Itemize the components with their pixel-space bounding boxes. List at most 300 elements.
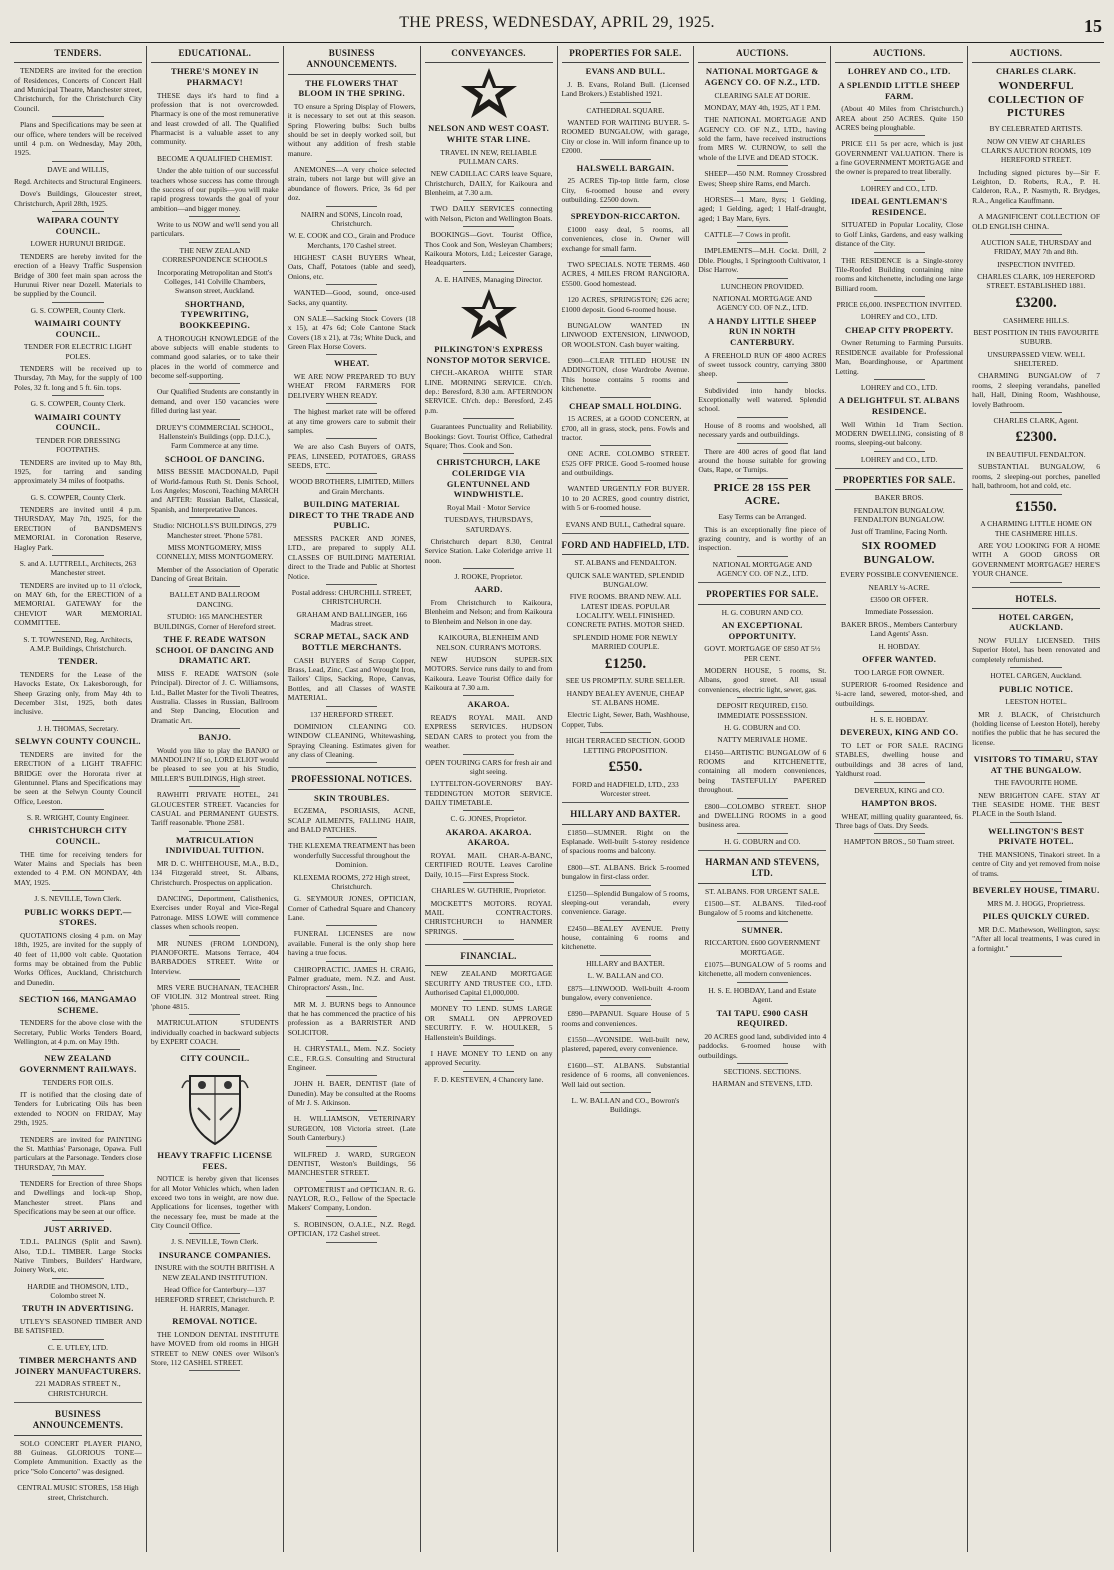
ad-line-centered: HIGH TERRACED SECTION. GOOD LETTING PROPOSITION. bbox=[565, 736, 685, 755]
ad-line-centered: J. ROOKE, Proprietor. bbox=[454, 572, 523, 581]
ad-title: NATIONAL MORTGAGE & AGENCY CO. OF N.Z., LTD. bbox=[704, 66, 821, 87]
ad-block bbox=[698, 66, 826, 87]
ad-block bbox=[562, 676, 690, 685]
ad-block bbox=[698, 748, 826, 799]
ad-separator bbox=[189, 517, 240, 518]
ad-block bbox=[835, 583, 963, 592]
ad-separator bbox=[874, 296, 925, 297]
ad-line-centered: NEARLY ¼-ACRE. bbox=[868, 582, 930, 592]
ad-block bbox=[151, 939, 279, 981]
ad-block bbox=[288, 231, 416, 250]
ad-block bbox=[972, 260, 1100, 269]
ad-separator bbox=[189, 786, 240, 787]
ad-text: Under the able tuition of our successful teachers whose success has come through the success of our pupils—you will make rapid progress towards the goal of your ambition—and bigger money. bbox=[150, 166, 279, 213]
ad-separator bbox=[874, 711, 925, 712]
ad-title: NELSON AND WEST COAST. WHITE STAR LINE. bbox=[428, 123, 550, 144]
ad-line-centered: J. S. NEVILLE, Town Clerk. bbox=[34, 894, 122, 904]
ad-line-centered: 137 HEREFORD STREET. bbox=[309, 709, 394, 719]
ad-block bbox=[835, 312, 963, 321]
ad-block bbox=[288, 477, 416, 496]
ad-block bbox=[698, 1032, 826, 1064]
ad-separator bbox=[463, 200, 514, 201]
ad-block bbox=[835, 798, 963, 809]
ad-block bbox=[14, 306, 142, 315]
ad-block bbox=[698, 282, 826, 291]
ad-separator bbox=[737, 798, 788, 799]
ad-separator bbox=[1010, 234, 1061, 235]
ad-block bbox=[14, 1090, 142, 1132]
ad-text: We are also Cash Buyers of OATS, PEAS, LINSEED, POTATOES, GRASS SEEDS, ETC. bbox=[287, 442, 416, 470]
ad-title: JUST ARRIVED. bbox=[43, 1223, 112, 1234]
ad-block bbox=[151, 299, 279, 331]
ad-separator bbox=[326, 1040, 377, 1041]
ad-separator bbox=[737, 982, 788, 983]
ad-block bbox=[14, 493, 142, 502]
ad-block bbox=[835, 786, 963, 795]
ad-text: Electric Light, Sewer, Bath, Washhouse, Copper, Tubs. bbox=[561, 710, 690, 729]
ad-text: THE NATIONAL MORTGAGE AND AGENCY CO. OF N.Z., LTD., having sold the farm, have received instructions from MRS W. CURNOW, to sell the whole of the LIVE and DEAD STOCK. bbox=[698, 115, 827, 162]
ad-text: TENDERS are invited up to 11 o'clock, on MAY 6th, for the ERECTION of a MEMORIAL GATEWAY for the CHEVIOT WAR MEMORIAL COMMITTEE. bbox=[14, 580, 142, 628]
ad-text: £800—ST. ALBANS. Brick 5-roomed bungalow in first-class order. bbox=[561, 862, 690, 882]
ad-separator bbox=[600, 352, 651, 353]
ad-line-centered: DRUEY'S COMMERCIAL SCHOOL, Hallenstein's Buildings (opp. D.I.C.), Farm Commerce at any time. bbox=[156, 422, 274, 451]
ad-text: H. WILLIAMSON, VETERINARY SURGEON, 108 Victoria street. (Late South Canterbury.) bbox=[287, 1114, 416, 1143]
ad-block bbox=[562, 225, 690, 257]
section-heading: HARMAN AND STEVENS, LTD. bbox=[698, 855, 826, 884]
ad-line-centered: Postal address: CHURCHILL STREET, CHRISTCHURCH. bbox=[291, 587, 412, 607]
ad-separator bbox=[52, 1220, 103, 1221]
ad-block bbox=[425, 422, 553, 454]
section-divider bbox=[562, 533, 690, 534]
ad-block bbox=[562, 971, 690, 980]
ad-line-centered: BY CELEBRATED ARTISTS. bbox=[989, 124, 1083, 134]
ad-line-centered: HANDY BEALEY AVENUE, CHEAP ST. ALBANS HOME. bbox=[566, 688, 685, 707]
ad-block bbox=[972, 316, 1100, 325]
ad-text: H. CHRYSTALL, Mem. N.Z. Society C.E., F.R.G.S. Consulting and Structural Engineer. bbox=[287, 1044, 416, 1072]
ad-block bbox=[835, 668, 963, 677]
ad-text: QUOTATIONS closing 4 p.m. on May 18th, 1925, are invited for the supply of 40 feet of 11,000 volt cable. Quotation forms may be obtained from the Public Works Offices, Auckland, Christchurch and Dunedin. bbox=[14, 930, 142, 987]
ad-block bbox=[151, 91, 279, 151]
ad-block bbox=[835, 607, 963, 616]
ad-block bbox=[835, 325, 963, 336]
ad-line-centered: H. HOBDAY. bbox=[878, 641, 920, 651]
ad-separator bbox=[326, 584, 377, 585]
ad-block bbox=[425, 758, 553, 777]
section-heading: FORD AND HADFIELD, LTD. bbox=[562, 538, 690, 555]
ad-block bbox=[562, 863, 690, 886]
ad-block bbox=[151, 1316, 279, 1327]
ad-separator bbox=[874, 180, 925, 181]
ad-title: PILES QUICKLY CURED. bbox=[982, 911, 1090, 922]
ad-separator bbox=[463, 226, 514, 227]
ad-block bbox=[698, 960, 826, 983]
ad-text: MODERN HOUSE, 5 rooms, St. Albans, good street. All usual conveniences, electric light, sewer, gas. bbox=[698, 666, 827, 694]
ad-title: SUMNER. bbox=[741, 924, 783, 935]
ad-separator bbox=[737, 697, 788, 698]
ad-text: TENDERS for the above close with the Secretary, Public Works Tenders Board, Wellington, at 4 p.m. on May 19th. bbox=[14, 1018, 142, 1046]
ad-separator bbox=[52, 990, 103, 991]
ad-block bbox=[562, 356, 690, 398]
ad-block bbox=[562, 633, 690, 652]
ad-block bbox=[835, 395, 963, 416]
ad-block bbox=[151, 423, 279, 451]
ad-block bbox=[698, 701, 826, 720]
ad-text: MATRICULATION STUDENTS individually coached in backward subjects by EXPERT COACH. bbox=[150, 1018, 279, 1046]
ad-block bbox=[151, 746, 279, 788]
ad-block bbox=[972, 826, 1100, 847]
ad-text: MOCKETT'S MOTORS. ROYAL MAIL CONTRACTORS. CHRISTCHURCH to HANMER SPRINGS. bbox=[424, 898, 553, 936]
ad-line-centered: STUDIO: 165 MANCHESTER BUILDINGS, Corner of Hereford street. bbox=[153, 612, 276, 631]
ad-block bbox=[151, 1237, 279, 1246]
ad-line-centered: H. G. COBURN and CO. bbox=[724, 836, 801, 846]
ad-separator bbox=[737, 191, 788, 192]
ad-block bbox=[14, 318, 142, 339]
ad-separator bbox=[463, 568, 514, 569]
ad-block bbox=[425, 287, 553, 341]
ad-block bbox=[14, 364, 142, 396]
ad-block bbox=[562, 828, 690, 860]
ad-block bbox=[562, 211, 690, 222]
ad-text: Our Qualified Students are constantly in demand, and over 150 vacancies were filled during last year. bbox=[150, 387, 279, 416]
ad-block bbox=[562, 889, 690, 921]
ad-separator bbox=[600, 859, 651, 860]
column-header: PROPERTIES FOR SALE. bbox=[562, 46, 690, 63]
ad-block bbox=[288, 1079, 416, 1111]
ad-separator bbox=[1010, 667, 1061, 668]
ad-text: £890—PAPANUI. Square House of 5 rooms and conveniences. bbox=[561, 1009, 690, 1028]
ad-text: THESE days it's hard to find a profession that is not overcrowded. Pharmacy is one of the most remunerative and least crowded of all. The Qualified Pharmacist is a valuable asset to any community. bbox=[150, 90, 279, 147]
ad-title: WELLINGTON'S BEST PRIVATE HOTEL. bbox=[988, 825, 1084, 847]
ad-line-centered: ST. ALBANS. FOR URGENT SALE. bbox=[705, 886, 820, 896]
ad-block bbox=[562, 655, 690, 674]
ad-separator bbox=[600, 207, 651, 208]
ad-block bbox=[698, 723, 826, 732]
section-heading: PROFESSIONAL NOTICES. bbox=[288, 772, 416, 789]
ad-block bbox=[288, 965, 416, 997]
ad-block bbox=[698, 802, 826, 834]
ad-block bbox=[698, 169, 826, 192]
ad-separator bbox=[600, 732, 651, 733]
ad-block bbox=[972, 791, 1100, 823]
ad-separator bbox=[463, 754, 514, 755]
ad-text: DOMINION CLEANING CO. WINDOW CLEANING, Whitewashing, Spraying Cleaning. Estimates given for any class of Cleaning. bbox=[287, 721, 416, 759]
ad-separator bbox=[463, 939, 514, 940]
ad-block bbox=[972, 168, 1100, 210]
ad-block bbox=[288, 358, 416, 369]
column-7 bbox=[830, 46, 967, 1552]
ad-block bbox=[972, 925, 1100, 957]
ad-line-centered: CASHMERE HILLS. bbox=[1003, 315, 1069, 325]
ad-block bbox=[14, 412, 142, 433]
ad-block bbox=[562, 66, 690, 77]
ad-block bbox=[151, 220, 279, 243]
ad-text: ONE ACRE. COLOMBO STREET. £525 OFF PRICE. Good 5-roomed house and outbuildings. bbox=[561, 449, 690, 477]
ad-title: PUBLIC WORKS DEPT.—STORES. bbox=[24, 906, 132, 928]
ad-block bbox=[972, 350, 1100, 369]
ad-separator bbox=[600, 445, 651, 446]
ad-line-centered: TRAVEL IN NEW, RELIABLE PULLMAN CARS. bbox=[440, 147, 537, 166]
ad-separator bbox=[600, 397, 651, 398]
ad-block bbox=[972, 137, 1100, 165]
ad-text: TENDERS are invited up to May 8th, 1925, for tarring and sanding approximately 34 miles of footpaths. bbox=[14, 457, 142, 486]
ad-separator bbox=[326, 837, 377, 838]
ad-text: HIGHEST CASH BUYERS Wheat, Oats, Chaff, Potatoes (table and seed), Onions, etc. bbox=[287, 253, 416, 281]
ad-line-centered: THE NEW ZEALAND CORRESPONDENCE SCHOOLS bbox=[162, 245, 268, 265]
section-divider bbox=[698, 582, 826, 583]
ad-block bbox=[972, 294, 1100, 313]
ad-block bbox=[562, 260, 690, 292]
ad-block bbox=[14, 1355, 142, 1376]
ad-block bbox=[698, 195, 826, 227]
ad-line-centered: MRS M. J. HOGG, Proprietress. bbox=[987, 898, 1086, 908]
ad-text: WANTED FOR WAITING BUYER. 5-ROOMED BUNGALOW, with garage, City or close in. Will inform finance up to £2000. bbox=[561, 118, 690, 156]
ad-block bbox=[425, 123, 553, 144]
ad-block bbox=[562, 1035, 690, 1058]
ad-line-centered: FENDALTON BUNGALOW. FENDALTON BUNGALOW. bbox=[853, 505, 945, 524]
ad-title: VISITORS TO TIMARU, STAY AT THE BUNGALOW. bbox=[973, 754, 1099, 775]
ad-separator bbox=[326, 354, 377, 355]
ad-separator bbox=[326, 473, 377, 474]
ad-text: WANTED—Good, sound, once-used Sacks, any quantity. bbox=[287, 288, 416, 307]
ad-block bbox=[425, 713, 553, 755]
ad-block bbox=[425, 1004, 553, 1046]
ad-text: £2450—BEALEY AVENUE. Pretty house, containing 6 rooms and kitchenette. bbox=[561, 923, 690, 952]
ad-line-centered: EVERY POSSIBLE CONVENIENCE. bbox=[840, 570, 959, 580]
price-heading: £1250. bbox=[604, 655, 647, 672]
section-heading: HILLARY AND BAXTER. bbox=[562, 807, 690, 824]
ad-text: MONEY TO LEND. SUMS LARGE OR SMALL ON APPROVED SECURITY. F. W. HOULKER, 5 Hallenstein's Buildings. bbox=[424, 1004, 553, 1042]
column-header: CONVEYANCES. bbox=[425, 46, 553, 63]
ad-text: MR NUNES (FROM LONDON), PIANOFORTE. Matsons Terrace, 404 BARBADOES STREET. Write or Interview. bbox=[150, 938, 279, 976]
ad-line-centered: A. E. HAINES, Managing Director. bbox=[434, 274, 543, 284]
ad-block bbox=[698, 608, 826, 617]
ad-block bbox=[151, 1068, 279, 1146]
ad-separator bbox=[189, 216, 240, 217]
ad-text: MR J. BLACK, of Christchurch (holding license of Leeston Hotel), hereby notifies the public that he has secured the license. bbox=[972, 709, 1100, 747]
ad-block bbox=[151, 334, 279, 385]
ad-separator bbox=[52, 809, 103, 810]
ad-line-centered: L. W. BALLAN and CO., Bowron's Buildings. bbox=[571, 1095, 680, 1115]
ad-title: SECTION 166, MANGAMAO SCHEME. bbox=[19, 994, 137, 1015]
ad-text: TWO SPECIALS. NOTE TERMS. 460 ACRES, 4 MILES FROM RANGIORA. £5500. Good homestead. bbox=[561, 260, 690, 288]
ad-block bbox=[14, 656, 142, 667]
section-divider bbox=[288, 767, 416, 768]
ad-separator bbox=[189, 890, 240, 891]
ad-line-centered: S. and A. LUTTRELL, Architects, 263 Manchester street. bbox=[19, 558, 137, 578]
ad-block bbox=[698, 103, 826, 112]
ad-separator bbox=[189, 728, 240, 729]
ad-text: ANEMONES—A very choice selected strain, tubers not large but will give an abundance of flowers. Price, 3s 6d per doz. bbox=[287, 165, 416, 203]
ad-block bbox=[562, 924, 690, 956]
ad-title: AKAROA. bbox=[467, 699, 510, 710]
ad-line-centered: NATTY MERIVALE HOME. bbox=[717, 735, 808, 745]
ad-block bbox=[288, 534, 416, 585]
ad-block bbox=[972, 238, 1100, 257]
ad-text: NOW FULLY LICENSED. THIS Superior Hotel, has been renovated and completely refurnished. bbox=[972, 636, 1100, 664]
ad-block bbox=[425, 944, 553, 966]
ad-line-centered: AUCTION SALE, THURSDAY and FRIDAY, MAY 7th and 8th. bbox=[980, 237, 1092, 257]
ad-text: £1550—AVONSIDE. Well-built new, plastered, papered, every convenience. bbox=[561, 1035, 690, 1054]
ad-line-centered: TENDER FOR DRESSING FOOTPATHS. bbox=[35, 435, 121, 455]
ad-line-centered: NOW ON VIEW AT CHARLES CLARK'S AUCTION ROOMS, 109 HEREFORD STREET. bbox=[981, 136, 1091, 165]
ad-title: OFFER WANTED. bbox=[862, 653, 937, 664]
ad-text: IT is notified that the closing date of Tenders for Lubricating Oils has been extended to NOON on FRIDAY, May 29th, 1925. bbox=[14, 1090, 142, 1128]
ad-block bbox=[835, 455, 963, 464]
column-header: BUSINESS ANNOUNCEMENTS. bbox=[288, 46, 416, 75]
ad-text: CH'CH.-AKAROA WHITE STAR LINE. MORNING SERVICE. Ch'ch. dep.: Beresford, 8.30 a.m. AFTERNOON SERVICE. Ch'ch. dep.: Beresford, 2.45 p.m. bbox=[424, 368, 553, 415]
ad-separator bbox=[52, 1339, 103, 1340]
ad-block bbox=[151, 669, 279, 729]
ad-block bbox=[288, 253, 416, 285]
ad-separator bbox=[189, 1233, 240, 1234]
ad-block bbox=[972, 462, 1100, 494]
price-heading: £2300. bbox=[1015, 429, 1057, 446]
ad-block bbox=[698, 351, 826, 383]
ad-line-centered: Regd. Architects and Structural Engineers. bbox=[14, 177, 142, 186]
ad-line-centered: LOHREY and CO., LTD. bbox=[860, 312, 938, 322]
ad-block bbox=[562, 780, 690, 799]
ad-separator bbox=[600, 1092, 651, 1093]
column-header: AUCTIONS. bbox=[972, 46, 1100, 63]
ad-separator bbox=[874, 833, 925, 834]
ad-text: SHEEP—450 N.M. Romney Crossbred Ewes; Sheep shire Rams, end March. bbox=[698, 169, 827, 188]
ad-text: BOOKINGS—Govt. Tourist Office, Thos Cook and Son, Wesleyan Chambers; Kaikoura Motors, Ltd.; Leicester Garage, Headquarters. bbox=[424, 230, 553, 268]
ad-title: LOHREY AND CO., LTD. bbox=[847, 66, 951, 77]
ad-block bbox=[698, 887, 826, 896]
ad-line-centered: BALLET AND BALLROOM DANCING. bbox=[169, 590, 260, 609]
ad-separator bbox=[189, 935, 240, 936]
ad-block bbox=[425, 1075, 553, 1084]
ad-title: AKAROA. AKAROA. AKAROA. bbox=[445, 826, 532, 848]
ad-block bbox=[562, 592, 690, 630]
ad-line-centered: H. G. COBURN and CO. bbox=[724, 722, 801, 732]
ad-display-line: SIX ROOMED BUNGALOW. bbox=[861, 539, 937, 566]
ad-block bbox=[698, 230, 826, 243]
city-crest-icon bbox=[180, 1068, 250, 1146]
ad-block bbox=[698, 1079, 826, 1088]
ad-line-centered: G. S. COWPER, County Clerk. bbox=[30, 492, 126, 502]
ad-separator bbox=[52, 302, 103, 303]
ad-text: TENDERS for the Lease of the Havocks Estate, Ox Lakesborough, for Sheep Grazing only, from May 4th to December 31st, 1925, both dates inclusive. bbox=[14, 669, 142, 717]
ad-title: DEVEREUX, KING AND CO. bbox=[840, 727, 959, 738]
ad-block bbox=[972, 124, 1100, 133]
ad-block bbox=[425, 1049, 553, 1072]
ad-block bbox=[835, 184, 963, 193]
ad-separator bbox=[1010, 750, 1061, 751]
ad-separator bbox=[463, 1071, 514, 1072]
ad-separator bbox=[737, 1063, 788, 1064]
ad-block bbox=[14, 342, 142, 361]
ad-line-centered: NATIONAL MORTGAGE AND AGENCY CO. OF N.Z., LTD. bbox=[712, 559, 812, 578]
ad-line-centered: MONDAY, MAY 4th, 1925, AT 1 P.M. bbox=[704, 102, 821, 112]
ad-block bbox=[14, 1483, 142, 1502]
ad-line-centered: TENDER FOR ELECTRIC LIGHT POLES. bbox=[23, 342, 132, 361]
ad-title: REMOVAL NOTICE. bbox=[172, 1316, 258, 1327]
ad-text: MRS VERE BUCHANAN, TEACHER OF VIOLIN. 312 Montreal street. Ring 'phone 4815. bbox=[150, 983, 279, 1011]
ad-block bbox=[151, 543, 279, 562]
column-6 bbox=[693, 46, 830, 1552]
ad-separator bbox=[1010, 412, 1061, 413]
ad-line-centered: S. T. TOWNSEND, Reg. Architects, A.M.P. Buildings, Christchurch. bbox=[23, 634, 133, 653]
ad-text: Dove's Buildings, Gloucester street, Christchurch, April 28th, 1925. bbox=[14, 189, 142, 208]
ad-block bbox=[14, 1317, 142, 1340]
ad-line-centered: LEESTON HOTEL. bbox=[1005, 697, 1067, 707]
ad-line-centered: DEVEREUX, KING and CO. bbox=[854, 785, 945, 795]
ad-separator bbox=[1010, 881, 1061, 882]
ad-line-centered: L. W. BALLAN and CO. bbox=[587, 971, 664, 981]
ad-block bbox=[562, 689, 690, 708]
ad-separator bbox=[737, 278, 788, 279]
ad-block bbox=[698, 512, 826, 521]
ad-separator bbox=[326, 1181, 377, 1182]
section-divider bbox=[562, 802, 690, 803]
ad-title: SELWYN COUNTY COUNCIL. bbox=[15, 736, 141, 747]
ad-block bbox=[562, 1061, 690, 1093]
ad-block bbox=[288, 372, 416, 404]
ad-separator bbox=[326, 310, 377, 311]
ad-title: HAMPTON BROS. bbox=[861, 797, 937, 808]
ad-separator bbox=[189, 831, 240, 832]
ad-separator bbox=[600, 317, 651, 318]
ad-text: £1000 easy deal, 5 rooms, all conveniences, close in. Owner will exchange for small farm. bbox=[561, 224, 690, 253]
ad-block bbox=[562, 106, 690, 115]
ad-text: DANCING, Deportment, Calisthenics, Exercises under Royal and Vice-Regal Patronage. MISS LOWE will commence classes when schools reopen. bbox=[150, 894, 279, 932]
ad-text: READ'S ROYAL MAIL AND EXPRESS SERVICES. HUDSON SEDAN CARS to protect you from the weather. bbox=[424, 713, 553, 751]
ad-title: BUILDING MATERIAL DIRECT TO THE TRADE AND PUBLIC. bbox=[288, 499, 415, 531]
section-heading: PROPERTIES FOR SALE. bbox=[698, 587, 826, 604]
ad-text: TENDERS are invited for the ERECTION of a LIGHT TRAFFIC BRIDGE over the Hororata river at Glentunnel. Plans and Specifications may be seen at the Selwyn County Council Office, Leeston. bbox=[14, 749, 142, 806]
ad-separator bbox=[326, 925, 377, 926]
price-heading: £550. bbox=[608, 758, 643, 775]
ad-block bbox=[14, 581, 142, 632]
ad-line-centered: QUICK SALE WANTED, SPLENDID BUNGALOW. bbox=[566, 570, 685, 589]
ad-separator bbox=[600, 885, 651, 886]
ad-text: MR D. C. WHITEHOUSE, M.A., B.D., 134 Fitzgerald street, St. Albans, Christchurch. Prospectus on application. bbox=[150, 858, 279, 887]
ad-block bbox=[425, 457, 553, 500]
ad-text: SUPERIOR 6-roomed Residence and ¼-acre land, sewered, motor-shed, and outbuildings. bbox=[835, 679, 964, 708]
ad-block bbox=[972, 710, 1100, 752]
ad-block bbox=[972, 428, 1100, 447]
white-star-line-star-icon bbox=[457, 287, 521, 341]
ad-separator bbox=[463, 1000, 514, 1001]
ad-separator bbox=[189, 383, 240, 384]
ad-block bbox=[151, 894, 279, 936]
ad-block bbox=[972, 66, 1100, 77]
ad-line-centered: CATHEDRAL SQUARE. bbox=[586, 105, 665, 115]
ad-block bbox=[562, 176, 690, 208]
newspaper-page bbox=[10, 8, 1104, 1552]
ad-line-centered: F. D. KESTEVEN, 4 Chancery lane. bbox=[433, 1074, 544, 1084]
ad-separator bbox=[600, 920, 651, 921]
ad-title: A SPLENDID LITTLE SHEEP FARM. bbox=[838, 79, 960, 101]
ad-line-centered: GRAHAM AND BALLINGER, 166 Madras street. bbox=[296, 609, 407, 628]
ad-separator bbox=[52, 1175, 103, 1176]
ad-block bbox=[562, 959, 690, 968]
ad-block bbox=[14, 189, 142, 212]
ad-block bbox=[151, 565, 279, 588]
ad-block bbox=[698, 246, 826, 278]
ad-block bbox=[14, 894, 142, 903]
ad-text: Subdivided into handy blocks. Exceptionally well watered. Splendid school. bbox=[698, 385, 827, 414]
ad-text: UTLEY'S SEASONED TIMBER AND BE SATISFIED. bbox=[14, 1317, 142, 1336]
ad-text: LYTTELTON-GOVERNORS' BAY-TEDDINGTON MOTOR SERVICE. DAILY TIMETABLE. bbox=[424, 779, 553, 807]
ad-text: Christchurch depart 8.30, Central Service Station. Lake Coleridge arrive 11 noon. bbox=[424, 536, 553, 565]
ad-block bbox=[14, 907, 142, 928]
ad-line-centered: H. G. COBURN AND CO. bbox=[721, 607, 804, 617]
section-divider bbox=[14, 1402, 142, 1403]
ad-text: TENDERS are invited until 4 p.m. THURSDAY, May 7th, 1925, for the ERECTION of BANDSMEN'S MEMORIAL in Coronation Reserve, Hagley Park. bbox=[14, 505, 142, 552]
ad-separator bbox=[463, 629, 514, 630]
